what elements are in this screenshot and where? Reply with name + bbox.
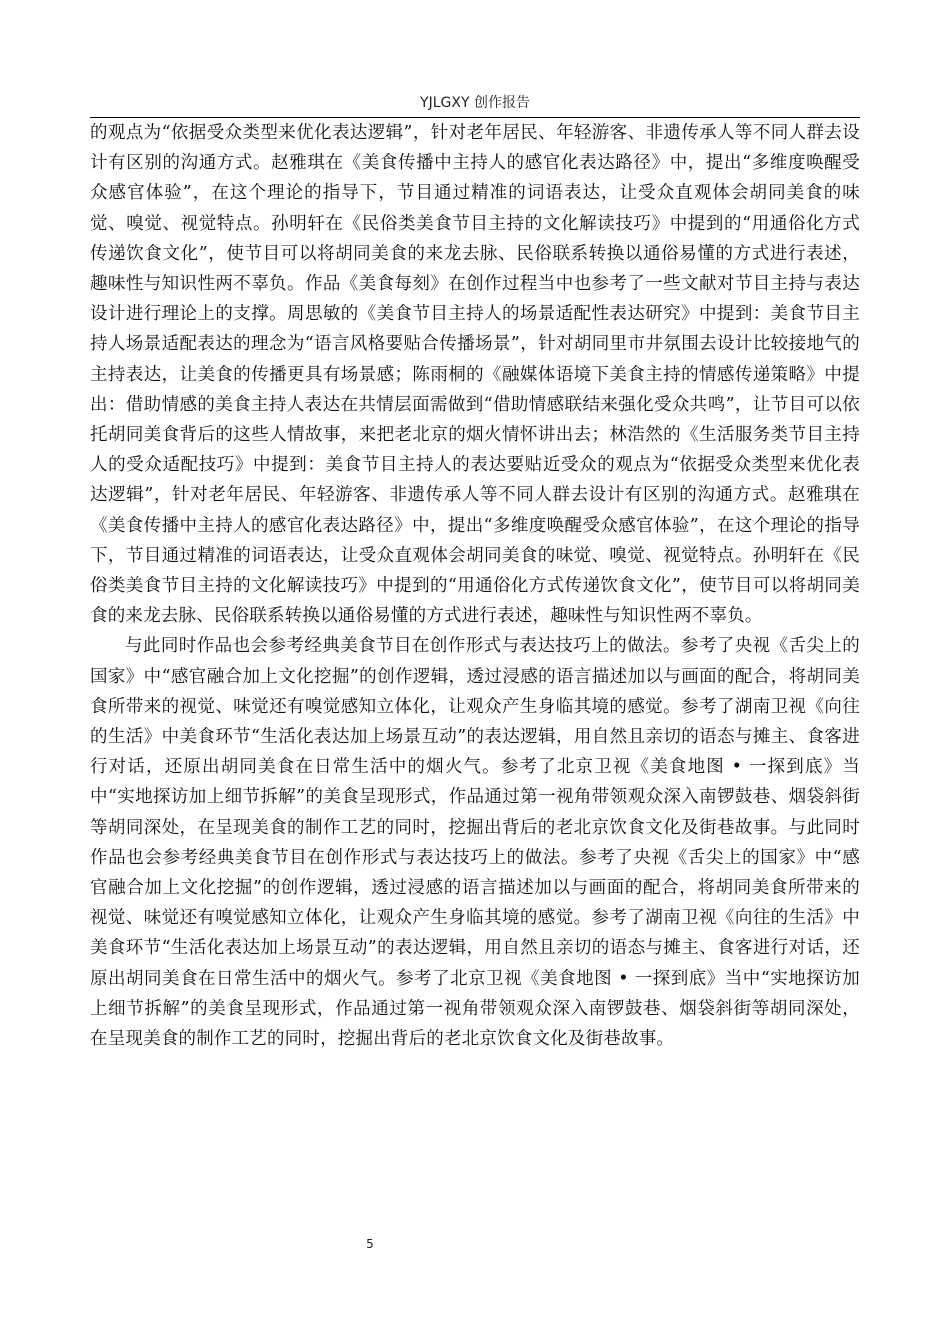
page-number: 5 <box>366 1237 374 1251</box>
paragraph-1: 的观点为“依据受众类型来优化表达逻辑”，针对老年居民、年轻游客、非遗传承人等不同人群去设计有区别的沟通方式。赵雅琪在《美食传播中主持人的感官化表达路径》中，提出“多维度唤醒受众感官体验”，在这个理论的指导下，节目通过精准的词语表达，让受众直观体会胡同美食的味觉、嗅觉、视觉特点。孙明轩在《民俗类美食节目主持的文化解读技巧》中提到的“用通俗化方式传递饮食文化”，使节目可以将胡同美食的来龙去脉、民俗联系转换以通俗易懂的方式进行表述，趣味性与知识性两不辜负。作品《美食每刻》在创作过程当中也参考了一些文献对节目主持与表达设计进行理论上的支撑。周思敏的《美食节目主持人的场景适配性表达研究》中提到：美食节目主持人场景适配表达的理念为“语言风格要贴合传播场景”，针对胡同里市井氛围去设计比较接地气的主持表达，让美食的传播更具有场景感；陈雨桐的《融媒体语境下美食主持的情感传递策略》中提出：借助情感的美食主持人表达在共情层面需做到“借助情感联结来强化受众共鸣”，让节目可以依托胡同美食背后的这些人情故事，来把老北京的烟火情怀讲出去；林浩然的《生活服务类节目主持人的受众适配技巧》中提到：美食节目主持人的表达要贴近受众的观点为“依据受众类型来优化表达逻辑”，针对老年居民、年轻游客、非遗传承人等不同人群去设计有区别的沟通方式。赵雅琪在《美食传播中主持人的感官化表达路径》中，提出“多维度唤醒受众感官体验”，在这个理论的指导下，节目通过精准的词语表达，让受众直观体会胡同美食的味觉、嗅觉、视觉特点。孙明轩在《民俗类美食节目主持的文化解读技巧》中提到的“用通俗化方式传递饮食文化”，使节目可以将胡同美食的来龙去脉、民俗联系转换以通俗易懂的方式进行表述，趣味性与知识性两不辜负。 <box>90 123 860 627</box>
page-header: YJLGXY 创作报告 <box>420 95 530 111</box>
paragraph-2: 与此同时作品也会参考经典美食节目在创作形式与表达技巧上的做法。参考了央视《舌尖上的国家》中“感官融合加上文化挖掘”的创作逻辑，透过浸感的语言描述加以与画面的配合，将胡同美食所带来的视觉、味觉还有嗅觉感知立体化，让观众产生身临其境的感觉。参考了湖南卫视《向往的生活》中美食环节“生活化表达加上场景互动”的表达逻辑，用自然且亲切的语态与摊主、食客进行对话，还原出胡同美食在日常生活中的烟火气。参考了北京卫视《美食地图 • 一探到底》当中“实地探访加上细节拆解”的美食呈现形式，作品通过第一视角带领观众深入南锣鼓巷、烟袋斜街等胡同深处，在呈现美食的制作工艺的同时，挖掘出背后的老北京饮食文化及街巷故事。与此同时作品也会参考经典美食节目在创作形式与表达技巧上的做法。参考了央视《舌尖上的国家》中“感官融合加上文化挖掘”的创作逻辑，透过浸感的语言描述加以与画面的配合，将胡同美食所带来的视觉、味觉还有嗅觉感知立体化，让观众产生身临其境的感觉。参考了湖南卫视《向往的生活》中美食环节“生活化表达加上场景互动”的表达逻辑，用自然且亲切的语态与摊主、食客进行对话，还原出胡同美食在日常生活中的烟火气。参考了北京卫视《美食地图 • 一探到底》当中“实地探访加上细节拆解”的美食呈现形式，作品通过第一视角带领观众深入南锣鼓巷、烟袋斜街等胡同深处，在呈现美食的制作工艺的同时，挖掘出背后的老北京饮食文化及街巷故事。 <box>90 636 860 1050</box>
body-text <box>90 118 860 1054</box>
